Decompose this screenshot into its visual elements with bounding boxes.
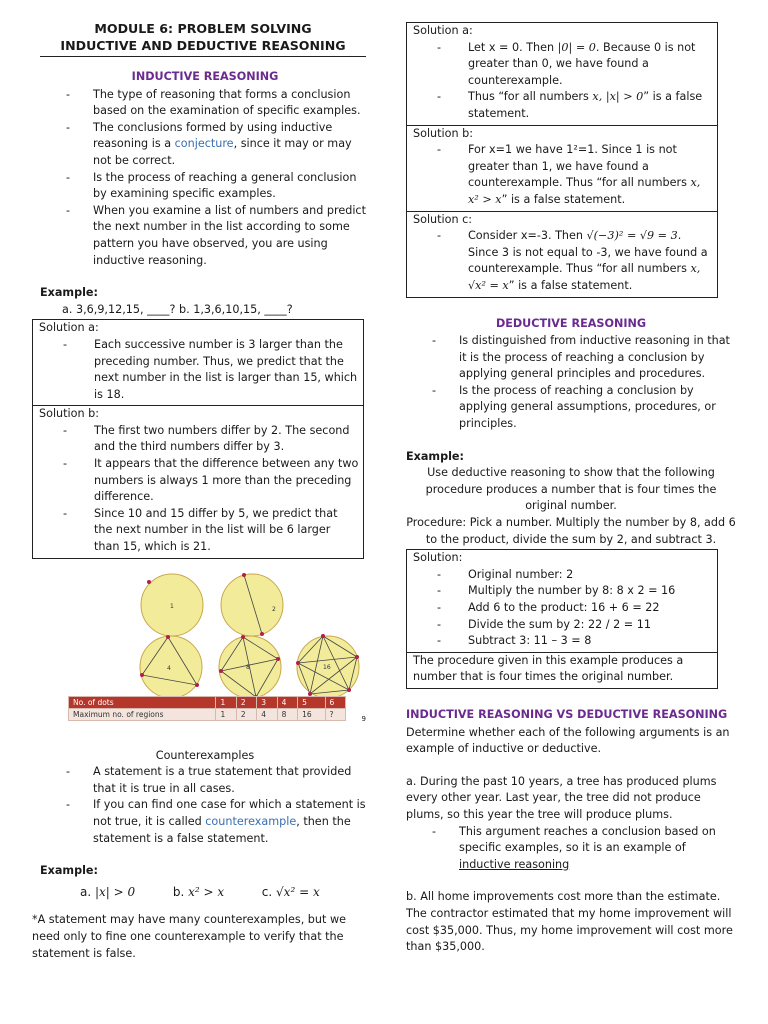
inductive-example-label: Example: <box>40 286 98 300</box>
counter-solution-b-label: Solution b: <box>413 126 474 140</box>
dot <box>241 635 245 639</box>
dot <box>166 635 170 639</box>
solution-b-label: Solution b: <box>39 407 100 421</box>
deductive-solution-box <box>406 549 718 689</box>
conj-post: , since it may or may not be correct. <box>93 137 352 167</box>
math: |0| = 0 <box>557 40 596 54</box>
list-item: - Add 6 to the product: 16 + 6 = 22 <box>413 600 713 617</box>
module-title <box>40 21 366 57</box>
solution-b <box>33 406 363 557</box>
list-item <box>413 142 713 208</box>
dot <box>347 688 351 692</box>
counter-solution-a-label: Solution a: <box>413 24 473 37</box>
counterexamples-heading: Counterexamples <box>155 748 255 762</box>
list-item: - It appears that the difference between any two numbers is always 1 more than the preceding difference. <box>39 456 359 506</box>
table-cell: 4 <box>277 696 297 708</box>
ex-b-math: x² > x <box>188 884 225 899</box>
dot <box>242 573 246 577</box>
dot <box>355 655 359 659</box>
regions-figure <box>40 573 370 748</box>
list-item: - Subtract 3: 11 – 3 = 8 <box>413 633 713 650</box>
table-cell: 1 <box>216 696 236 708</box>
counter-solution-c-label: Solution c: <box>413 212 473 226</box>
list-item: - Multiply the number by 8: 8 x 2 = 16 <box>413 583 713 600</box>
ex-a-math: |x| > 0 <box>95 884 136 899</box>
list-item: - Is the process of reaching a conclusion by applying general assumptions, procedures, or principles. <box>406 383 736 433</box>
counter-solution-a <box>407 23 717 126</box>
list-item <box>413 40 713 90</box>
counter-example-line <box>40 884 370 901</box>
list-item: - Since 10 and 15 differ by 5, we predict that the next number in the list will be 6 larger than 15, which is 21. <box>39 506 359 556</box>
dot <box>195 683 199 687</box>
conjecture-term: conjecture <box>174 137 234 151</box>
solution-a-label: Solution a: <box>39 321 99 335</box>
text: . Since 3 is not equal to -3, we have found a counterexample. Thus “for all numbers <box>468 229 708 276</box>
deductive-conclusion: The procedure given in this example produces a number that is four times the original number. <box>413 653 684 684</box>
text: Let x = 0. Then <box>468 40 558 54</box>
list-item: - Each successive number is 3 larger than the preceding number. Thus, we predict that the next number in the list is larger than 15, which is 18. <box>39 337 359 403</box>
text: ” is a false statement. <box>508 278 633 292</box>
title-line-1: MODULE 6: PROBLEM SOLVING <box>94 21 312 36</box>
solution-a <box>33 320 363 406</box>
table-cell: 3 <box>257 696 277 708</box>
answer-term: inductive reasoning <box>459 857 570 871</box>
ce-post: , then the statement is a false statement. <box>93 815 351 845</box>
table-cell: 2 <box>236 696 256 708</box>
list-item <box>40 120 370 170</box>
regions-table <box>68 696 346 721</box>
left-column <box>32 0 370 962</box>
inductive-heading: INDUCTIVE REASONING <box>131 70 279 83</box>
circle-4 <box>219 636 281 698</box>
region-label: 16 <box>323 663 331 671</box>
figure-page-number: 9 <box>361 714 366 723</box>
table-cell: 6 <box>325 696 345 708</box>
counter-solution-c <box>407 212 717 297</box>
counterexample-note: *A statement may have many counterexamples, but we need only to fine one counterexample to verify that the statement is false. <box>32 913 346 960</box>
deductive-procedure: Procedure: Pick a number. Multiply the number by 8, add 6 to the product, divide the sum by 2, and subtract 3. <box>406 516 736 546</box>
list-item <box>413 228 713 294</box>
title-line-2: INDUCTIVE AND DEDUCTIVE REASONING <box>60 37 346 53</box>
conj-pre: The conclusions formed by using inductive reasoning is a <box>93 120 333 151</box>
text: . Because 0 is not greater than 0, we have found a counterexample. <box>468 40 696 87</box>
math: x, √x² = x <box>468 262 701 292</box>
list-item: - Is the process of reaching a general conclusion by examining specific examples. <box>40 170 370 203</box>
ex-a-label: a. <box>80 884 92 899</box>
argument-a: a. During the past 10 years, a tree has produced plums every other year. Last year, the tree did not produce plums, so this year the tree will produce plums. <box>406 774 717 821</box>
circles-diagram <box>40 573 370 698</box>
table-cell: 2 <box>236 708 256 720</box>
counter-solution-box <box>406 22 718 298</box>
ce-pre: If you can find one case for which a statement is not true, it is called <box>93 798 366 828</box>
text: This argument reaches a conclusion based on specific examples, so it is an example of <box>459 824 716 855</box>
dot <box>321 634 325 638</box>
vs-intro: Determine whether each of the following arguments is an example of inductive or deductive. <box>406 725 730 756</box>
table-cell: No. of dots <box>69 696 216 708</box>
circle-3 <box>140 636 202 698</box>
math: x, x² > x <box>468 176 701 206</box>
math: x, |x| > 0 <box>592 90 644 104</box>
ex-b-label: b. <box>172 884 185 899</box>
inductive-solution-box <box>32 319 364 558</box>
inductive-bullets <box>40 87 370 270</box>
table-row <box>69 708 346 720</box>
text: For x=1 we have 1²=1. Since 1 is not greater than 1, we have found a counterexample. Thus “for all numbers <box>468 143 691 190</box>
inductive-example-line: a. 3,6,9,12,15, ____? b. 1,3,6,10,15, ____? <box>62 302 293 316</box>
deductive-steps <box>407 550 717 653</box>
math: √(−3)² = √9 = 3 <box>586 229 678 243</box>
region-label: 2 <box>272 605 276 613</box>
table-cell: 5 <box>298 696 325 708</box>
right-column <box>406 0 736 956</box>
dot <box>219 669 223 673</box>
counter-example-label: Example: <box>40 864 98 878</box>
dot <box>147 580 151 584</box>
table-cell: ? <box>325 708 345 720</box>
list-item: - When you examine a list of numbers and predict the next number in the list according to some pattern you have observed, you are using inductive reasoning. <box>40 203 370 269</box>
deductive-example-label: Example: <box>406 449 464 463</box>
counterexample-bullets <box>40 764 370 847</box>
dot <box>296 661 300 665</box>
ex-c-math: √x² = x <box>276 884 320 899</box>
region-label: 4 <box>167 664 171 672</box>
region-label: 8 <box>246 663 250 671</box>
circle-2 <box>221 574 283 636</box>
deductive-solution-label: Solution: <box>413 551 463 565</box>
list-item <box>413 89 713 122</box>
table-cell: 4 <box>257 708 277 720</box>
list-item: - Is distinguished from inductive reasoning in that it is the process of reaching a conclusion by applying general principles and procedures. <box>406 333 736 383</box>
table-cell: 1 <box>216 708 236 720</box>
text: ” is a false statement. <box>468 90 703 120</box>
text: ” is a false statement. <box>501 192 626 206</box>
deductive-bullets <box>406 333 736 433</box>
deductive-heading: DEDUCTIVE REASONING <box>495 316 647 330</box>
argument-b: b. All home improvements cost more than the estimate. The contractor estimated that my home improvement will cost $35,000. Thus, my home improvement will cost more than $35,000. <box>406 890 733 954</box>
list-item: - Divide the sum by 2: 22 / 2 = 11 <box>413 617 713 634</box>
dot <box>260 632 264 636</box>
list-item: - A statement is a true statement that provided that it is true in all cases. <box>40 764 370 797</box>
ex-c-label: c. <box>261 884 273 899</box>
text: Thus “for all numbers <box>468 90 593 104</box>
counterexample-term: counterexample <box>205 815 297 828</box>
text: Consider x=-3. Then <box>468 229 587 243</box>
list-item: - The type of reasoning that forms a conclusion based on the examination of specific examples. <box>40 87 370 120</box>
list-item <box>406 824 736 874</box>
table-cell: Maximum no. of regions <box>69 708 216 720</box>
table-cell: 8 <box>277 708 297 720</box>
vs-heading: INDUCTIVE REASONING VS DEDUCTIVE REASONING <box>406 707 728 721</box>
counter-solution-b <box>407 126 717 212</box>
dot <box>276 657 280 661</box>
argument-a-answer <box>406 824 736 874</box>
list-item: - The first two numbers differ by 2. The second and the third numbers differ by 3. <box>39 423 359 456</box>
table-row <box>69 696 346 708</box>
list-item <box>40 797 370 847</box>
deductive-example-text: Use deductive reasoning to show that the following procedure produces a number that is four times the original number. <box>425 466 717 513</box>
region-label: 1 <box>170 602 174 610</box>
table-cell: 16 <box>298 708 325 720</box>
list-item: - Original number: 2 <box>413 567 713 584</box>
dot <box>140 673 144 677</box>
